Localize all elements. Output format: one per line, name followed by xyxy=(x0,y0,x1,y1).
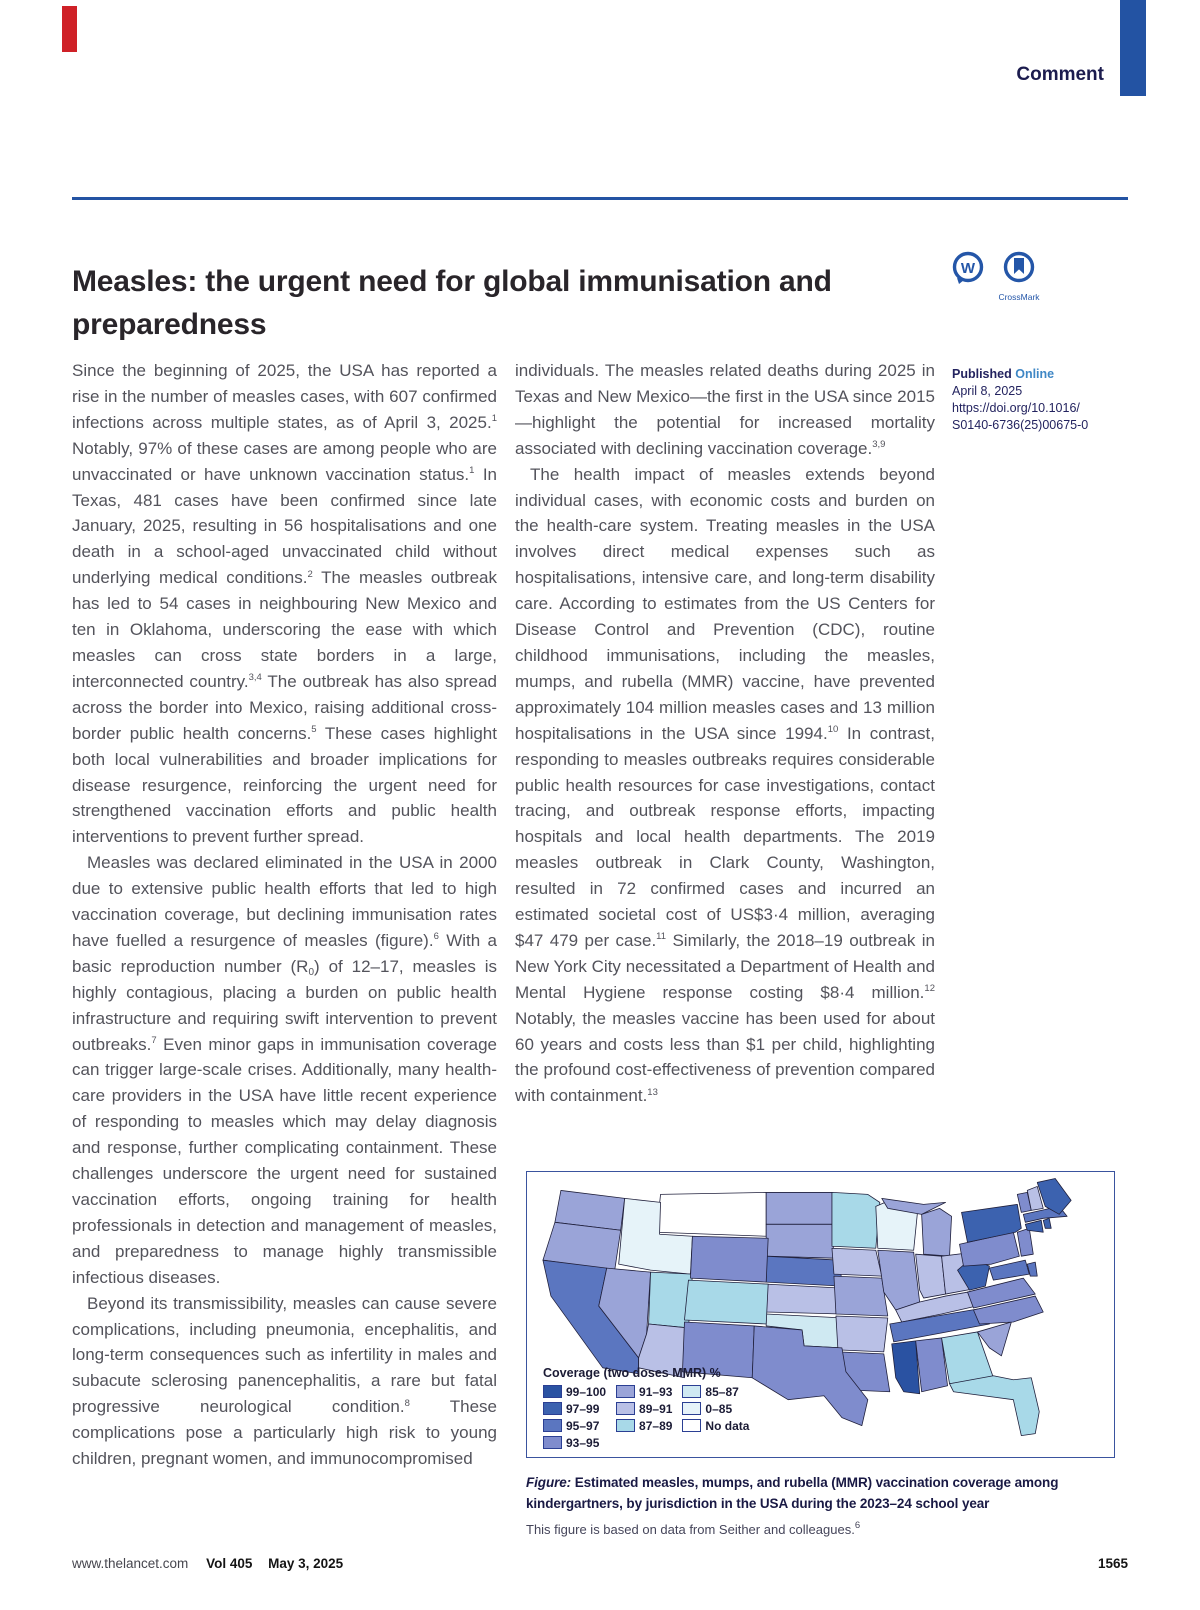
reference-superscript: 7 xyxy=(151,1035,157,1047)
legend-label: 89–91 xyxy=(639,1401,673,1416)
legend-swatch xyxy=(616,1419,635,1432)
w-letter: W xyxy=(960,260,976,277)
bookmark-icon xyxy=(1014,258,1024,274)
state-NE xyxy=(766,1256,842,1286)
published-date: April 8, 2025 xyxy=(952,384,1023,398)
state-CO xyxy=(684,1280,768,1324)
red-corner-mark xyxy=(62,6,77,52)
figure-box xyxy=(526,1171,1115,1458)
state-FL xyxy=(950,1376,1040,1436)
state-MI xyxy=(922,1208,952,1256)
legend-title: Coverage (two doses MMR) % xyxy=(543,1366,721,1380)
reference-superscript: 13 xyxy=(647,1086,658,1098)
footer-date: May 3, 2025 xyxy=(268,1556,344,1571)
text-column-right xyxy=(515,358,935,1109)
paragraph: individuals. The measles related deaths during 2025 in Texas and New Mexico—the first in the USA since 2015—highlight the potential for increased mortality associated with declining vaccination coverage.$^{3,9}$ xyxy=(515,361,935,458)
legend-swatch xyxy=(682,1419,701,1432)
legend-item xyxy=(682,1400,749,1417)
legend-swatch xyxy=(682,1402,701,1415)
legend-swatch xyxy=(543,1419,562,1432)
reference-superscript: 11 xyxy=(656,931,667,943)
footer-volume: Vol 405 xyxy=(206,1556,253,1571)
legend-column xyxy=(682,1383,749,1451)
published-label: Published xyxy=(952,367,1012,381)
legend-item xyxy=(543,1417,606,1434)
paragraph: Since the beginning of 2025, the USA has reported a rise in the number of measles cases, with 607 confirmed infections across multiple states, as of April 3, 2025.$^1$ Notably, 97% of these cases are among people who are unvaccinated or have unknown vaccination status.$^1$ In Texas, 481 cases have been confirmed since late January, 2025, resulting in 56 hospitalisations and one death in a school-aged unvaccinated child without underlying medical conditions.$^2$ The measles outbreak has led to 54 cases in neighbouring New Mexico and ten in Oklahoma, underscoring the ease with which measles can cross state borders in a large, interconnected country.$^{3,4}$ The outbreak has also spread across the border into Mexico, raising additional cross-border public health concerns.$^5$ These cases highlight both local vulnerabilities and broader implications for disease resurgence, reinforcing the urgent need for strengthened vaccination efforts and public health interventions to prevent further spread. xyxy=(72,361,497,847)
legend-label: 87–89 xyxy=(639,1418,673,1433)
legend-item xyxy=(682,1383,749,1400)
legend-label: 99–100 xyxy=(566,1384,607,1399)
reference-superscript: 6 xyxy=(433,931,439,943)
legend-columns xyxy=(543,1383,803,1451)
state-ME xyxy=(1037,1178,1071,1214)
legend-swatch xyxy=(616,1402,635,1415)
legend-swatch xyxy=(543,1402,562,1415)
legend-item xyxy=(543,1434,606,1451)
paragraph: The health impact of measles extends beyond individual cases, with economic costs and burden on the health-care system. Treating measles in the USA involves direct medical expenses such as hospitalisations, intensive care, and long-term disability care. According to estimates from the US Centers for Disease Control and Prevention (CDC), routine childhood immunisations, including the measles, mumps, and rubella (MMR) vaccine, have prevented approximately 104 million measles cases and 13 million hospitalisations in the USA since 1994.10 In contrast, responding to measles outbreaks requires considerable public health resources for case investigations, contact tracing, and outbreak response efforts, impacting hospitals and local health departments. The 2019 measles outbreak in Clark County, Washington, resulted in 72 confirmed cases and incurred an estimated societal cost of US$3·4 million, averaging $47 479 per case.$^{11}$ Similarly, the 2018–19 outbreak in New York City necessitated a Department of Health and Mental Hygiene response costing $8·4 million.$^{12}$ Notably, the measles vaccine has been used for about 60 years and costs less than $1 per child, highlighting the profound cost-effectiveness of prevention compared with containment.$^{13}$ xyxy=(515,464,935,1106)
crossmark-label: CrossMark xyxy=(998,292,1040,302)
page-footer xyxy=(72,1556,1128,1571)
reference-superscript: 3,4 xyxy=(248,672,262,684)
section-color-bar xyxy=(1120,0,1146,96)
legend-label: 0–85 xyxy=(705,1401,733,1416)
figure-caption-label: Figure: xyxy=(526,1475,572,1490)
text-column-left xyxy=(72,358,497,1472)
figure-note-ref: 6 xyxy=(854,1519,861,1531)
online-label: Online xyxy=(1015,367,1055,381)
paragraph: Beyond its transmissibility, measles can cause severe complications, including pneumonia, encephalitis, and long-term consequences such as infertility in males and subacute sclerosing panencephalitis, a rare but fatal progressive neurological condition.$^8$ These complications pose a particularly high risk to young children, pregnant women, and immunocompromised xyxy=(72,1293,497,1469)
figure-caption xyxy=(526,1472,1126,1514)
legend-swatch xyxy=(682,1385,701,1398)
reference-superscript: 1 xyxy=(491,413,497,425)
legend-label: No data xyxy=(705,1418,750,1433)
legend-swatch xyxy=(543,1436,562,1449)
page-number: 1565 xyxy=(1097,1556,1128,1571)
legend-item xyxy=(682,1417,749,1434)
state-IN xyxy=(916,1254,946,1298)
reference-superscript: 3,9 xyxy=(872,439,886,451)
state-NJ xyxy=(1017,1228,1033,1256)
state-MO xyxy=(834,1276,888,1316)
legend-item xyxy=(543,1383,606,1400)
doi-link-line2[interactable]: S0140-6736(25)00675-0 xyxy=(952,418,1089,432)
subscript: 0 xyxy=(308,966,315,978)
article-title: Measles: the urgent need for global immunisation and preparedness xyxy=(72,265,832,342)
legend-label: 95–97 xyxy=(566,1418,600,1433)
published-online-line xyxy=(952,366,1142,383)
state-WY xyxy=(690,1236,768,1282)
state-SD xyxy=(766,1224,834,1258)
doi-link-line1[interactable]: https://doi.org/10.1016/ xyxy=(952,401,1080,415)
legend-swatch xyxy=(543,1385,562,1398)
legend-label: 91–93 xyxy=(639,1384,673,1399)
figure-note-text: This figure is based on data from Seither and colleagues. xyxy=(526,1522,855,1537)
header-rule xyxy=(72,197,1128,200)
state-MT xyxy=(657,1192,767,1236)
legend-column xyxy=(616,1383,672,1451)
reference-superscript: 12 xyxy=(924,983,935,995)
legend-item xyxy=(616,1383,672,1400)
crossmark-badge[interactable] xyxy=(998,250,1039,302)
legend-label: 93–95 xyxy=(566,1435,600,1450)
paragraph: Measles was declared eliminated in the USA in 2000 due to extensive public health efforts that led to high vaccination coverage, but declining immunisation rates have fuelled a resurgence of measles (figure).$^6$ With a basic reproduction number (R0) of 12–17, measles is highly contagious, placing a burden on public health infrastructure and requiring swift intervention to prevent outbreaks.$^7$ Even minor gaps in immunisation coverage can trigger large-scale crises. Additionally, many health-care providers in the USA have little recent experience of responding to measles which may delay diagnosis and response, further complicating containment. These challenges underscore the urgent need for sustained vaccination efforts, ongoing training for health professionals in detection and management of measles, and preparedness to manage highly transmissible infectious diseases. xyxy=(72,853,497,1287)
w-circle-icon[interactable] xyxy=(950,250,986,291)
state-RI xyxy=(1043,1218,1051,1228)
legend-item xyxy=(543,1400,606,1417)
legend-item xyxy=(616,1417,672,1434)
reference-superscript: 5 xyxy=(311,724,317,736)
reference-superscript: 2 xyxy=(307,568,313,580)
legend-swatch xyxy=(616,1385,635,1398)
legend-label: 97–99 xyxy=(566,1401,600,1416)
legend-item xyxy=(616,1400,672,1417)
article-badges xyxy=(950,250,1060,302)
reference-superscript: 10 xyxy=(827,724,839,736)
state-MS xyxy=(892,1341,920,1394)
reference-superscript: 1 xyxy=(469,465,475,477)
state-ND xyxy=(766,1192,832,1224)
state-MN xyxy=(832,1192,880,1248)
section-label: Comment xyxy=(1016,64,1104,85)
state-AR xyxy=(836,1316,888,1352)
journal-url-link[interactable]: www.thelancet.com xyxy=(72,1556,189,1571)
figure-caption-note xyxy=(526,1519,1126,1537)
state-IA xyxy=(832,1248,882,1276)
legend-label: 85–87 xyxy=(705,1384,739,1399)
publication-sidebar xyxy=(952,366,1142,434)
reference-superscript: 8 xyxy=(404,1397,410,1409)
legend-column xyxy=(543,1383,606,1451)
figure-caption-text: Estimated measles, mumps, and rubella (MMR) vaccination coverage among kindergartners, by jurisdiction in the USA during the 2023–24 school year xyxy=(526,1475,1059,1511)
map-legend xyxy=(543,1366,803,1451)
state-KS xyxy=(766,1284,842,1314)
